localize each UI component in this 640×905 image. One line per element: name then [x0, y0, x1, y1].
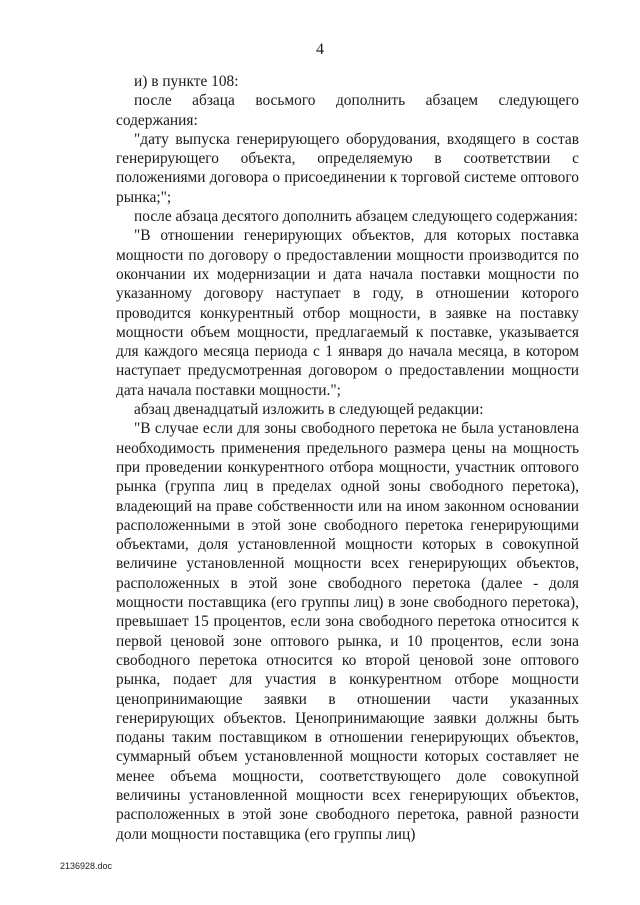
paragraph-quote-modernization: "В отношении генерирующих объектов, для которых поставка мощности по договору о предоставлении мощности производится по окончании их модернизации и дата начала поставки мощности по указанному договору наступает в году, в отношении которого проводится конкурентный отбор мощности, в заявке на поставку мощности объем мощности, предлагаемый к поставке, указывается для каждого месяца периода с 1 января до начала месяца, в котором наступает предусмотренная договором о предоставлении мощности дата начала поставки мощности."; — [116, 227, 579, 399]
footer-filename: 2136928.doc — [60, 861, 113, 871]
paragraph-after-tenth: после абзаца десятого дополнить абзацем следующего содержания: — [134, 208, 578, 226]
page-number: 4 — [316, 41, 324, 58]
paragraph-quote-free-flow-zone: "В случае если для зоны свободного перетока не была установлена необходимость применения предельного размера цены на мощность при проведении конкурентного отбора мощности, участник оптового рынка (группа лиц в пределах одной зоны свободного перетока), владеющий на праве собственности или на ином законном основании расположенными в этой зоне свободного перетока генерирующими объектами, доля установленной мощности которых в совокупной величине установленной мощности всех генерирующих объектов, расположенных в этой зоне свободного перетока (далее - доля мощности поставщика (его группы лиц) в зоне свободного перетока), превышает 15 процентов, если зона свободного перетока относится к первой ценовой зоне оптового рынка, и 10 процентов, если зона свободного перетока относится ко второй ценовой зоне оптового рынка, подает для участия в конкурентном отборе мощности ценопринимающие заявки в отношении части указанных генерирующих объектов. Ценопринимающие заявки должны быть поданы таким поставщиком в отношении генерирующих объектов, суммарный объем установленной мощности которых составляет не менее объема мощности, соответствующего доле совокупной величины установленной мощности всех генерирующих объектов, расположенных в этой зоне свободного перетока, равной разности доли мощности поставщика (его группы лиц) — [116, 420, 579, 843]
document-body — [116, 72, 579, 844]
paragraph-twelfth-intro: абзац двенадцатый изложить в следующей редакции: — [134, 401, 484, 419]
paragraph-after-eighth: после абзаца восьмого дополнить абзацем следующего содержания: — [116, 92, 579, 129]
paragraph-item-i: и) в пункте 108: — [134, 73, 239, 90]
paragraph-quote-release-date: "дату выпуска генерирующего оборудования, входящего в состав генерирующего объекта, определяемую в соответствии с положениями договора о присоединении к торговой системе оптового рынка;"; — [116, 130, 579, 206]
